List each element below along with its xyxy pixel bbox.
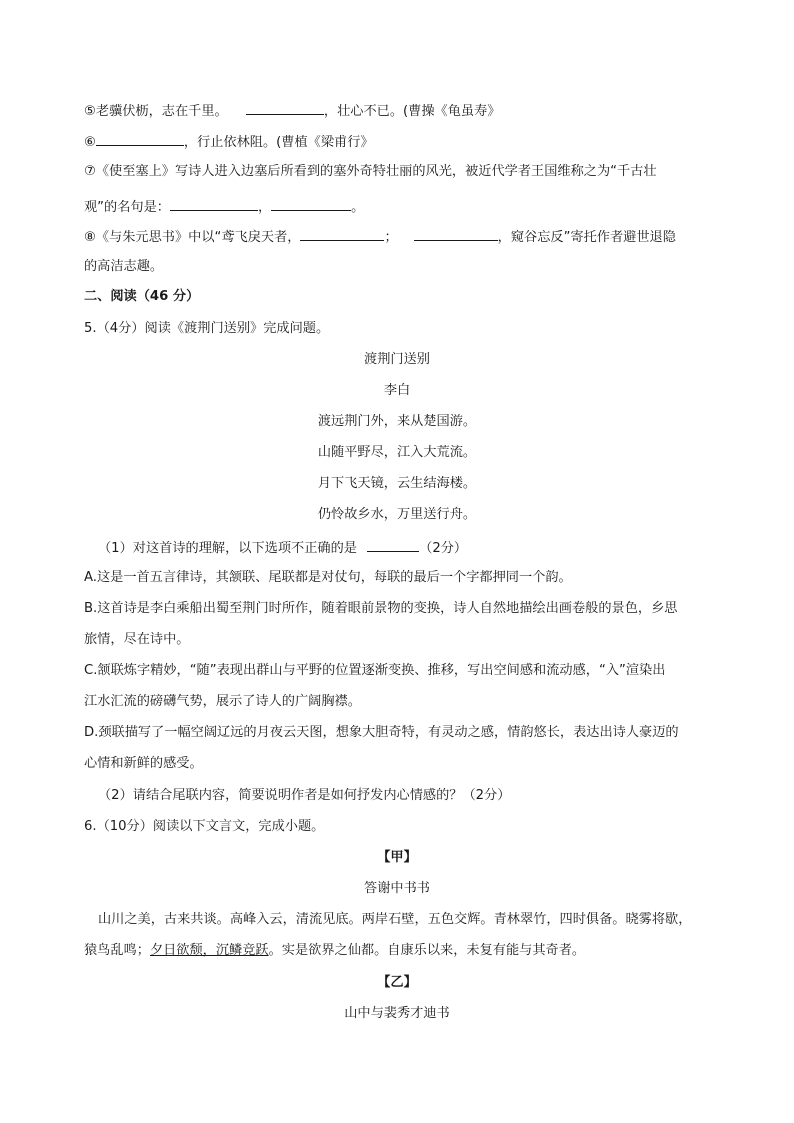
recitation-q7-line1: ⑦《使至塞上》写诗人进入边塞后所看到的塞外奇特壮丽的风光，被近代学者王国维称之为“千古壮 <box>84 164 657 179</box>
recitation-q6: ⑥ ，行止依林阻。(曹植《梁甫行》 <box>84 131 374 153</box>
q5-sub1: （1）对这首诗的理解，以下选项不正确的是 （2分） <box>98 537 467 559</box>
option-a: A.这是一首五言律诗，其颔联、尾联都是对仗句，每联的最后一个字都押同一个韵。 <box>84 570 572 585</box>
option-b-line2: 旅情，尽在诗中。 <box>84 632 190 647</box>
passage-jia-line2: 猿鸟乱鸣；夕日欲颓，沉鳞竞跃。实是欲界之仙都。自康乐以来，未复有能与其奇者。 <box>84 943 586 958</box>
passage-jia-line1: 山川之美，古来共谈。高峰入云，清流见底。两岸石壁，五色交辉。青林翠竹，四时俱备。晓雾将歇， <box>98 912 692 927</box>
recitation-q8-line2: 的高洁志趣。 <box>84 259 164 274</box>
answer-blank[interactable] <box>170 196 258 211</box>
answer-blank[interactable] <box>96 131 184 146</box>
answer-blank[interactable] <box>300 226 384 241</box>
poem-author: 李白 <box>383 383 411 398</box>
recitation-q8-line1: ⑧《与朱元思书》中以“鸢飞戾天者， ； ，窥谷忘反”寄托作者避世退隐 <box>84 226 676 248</box>
option-d-line1: D.颈联描写了一幅空阔辽远的月夜云天图，想象大胆奇特，有灵动之感，情韵悠长，表达出诗人豪迈的 <box>84 725 679 740</box>
poem-line: 月下飞天镜，云生结海楼。 <box>317 476 477 491</box>
q6-stem: 6.（10分）阅读以下文言文，完成小题。 <box>84 819 325 834</box>
recitation-q5: ⑤老骥伏枥，志在千里。 ，壮心不已。(曹操《龟虽寿》 <box>84 100 501 122</box>
passage-label-yi: 【乙】 <box>377 975 417 990</box>
poem-line: 山随平野尽，江入大荒流。 <box>317 445 477 460</box>
passage-label-jia: 【甲】 <box>377 850 417 865</box>
section-title: 二、阅读（46 分） <box>84 289 200 304</box>
answer-blank[interactable] <box>367 537 419 552</box>
option-c-line1: C.颔联炼字精妙，“随”表现出群山与平野的位置逐渐变换、推移，写出空间感和流动感，“入”渲染出 <box>84 663 666 678</box>
poem-line: 渡远荆门外，来从楚国游。 <box>317 414 477 429</box>
q5-stem: 5.（4分）阅读《渡荆门送别》完成问题。 <box>84 321 330 336</box>
passage-title-jia: 答谢中书书 <box>364 881 430 896</box>
option-b-line1: B.这首诗是李白乘船出蜀至荆门时所作，随着眼前景物的变换，诗人自然地描绘出画卷般的景色，乡思 <box>84 601 678 616</box>
recitation-q7-line2: 观”的名句是： ， 。 <box>84 196 364 218</box>
q5-sub2: （2）请结合尾联内容，简要说明作者是如何抒发内心情感的？（2分） <box>98 788 511 803</box>
poem-title: 渡荆门送别 <box>364 352 430 367</box>
poem-line: 仍怜故乡水，万里送行舟。 <box>317 507 477 522</box>
option-c-line2: 江水汇流的磅礴气势，展示了诗人的广阔胸襟。 <box>84 694 361 709</box>
passage-title-yi: 山中与裴秀才迪书 <box>344 1006 450 1021</box>
underlined-sentence: 夕日欲颓，沉鳞竞跃 <box>149 943 269 958</box>
answer-blank[interactable] <box>246 100 324 115</box>
answer-blank[interactable] <box>271 196 351 211</box>
answer-blank[interactable] <box>414 226 498 241</box>
option-d-line2: 心情和新鲜的感受。 <box>84 756 203 771</box>
